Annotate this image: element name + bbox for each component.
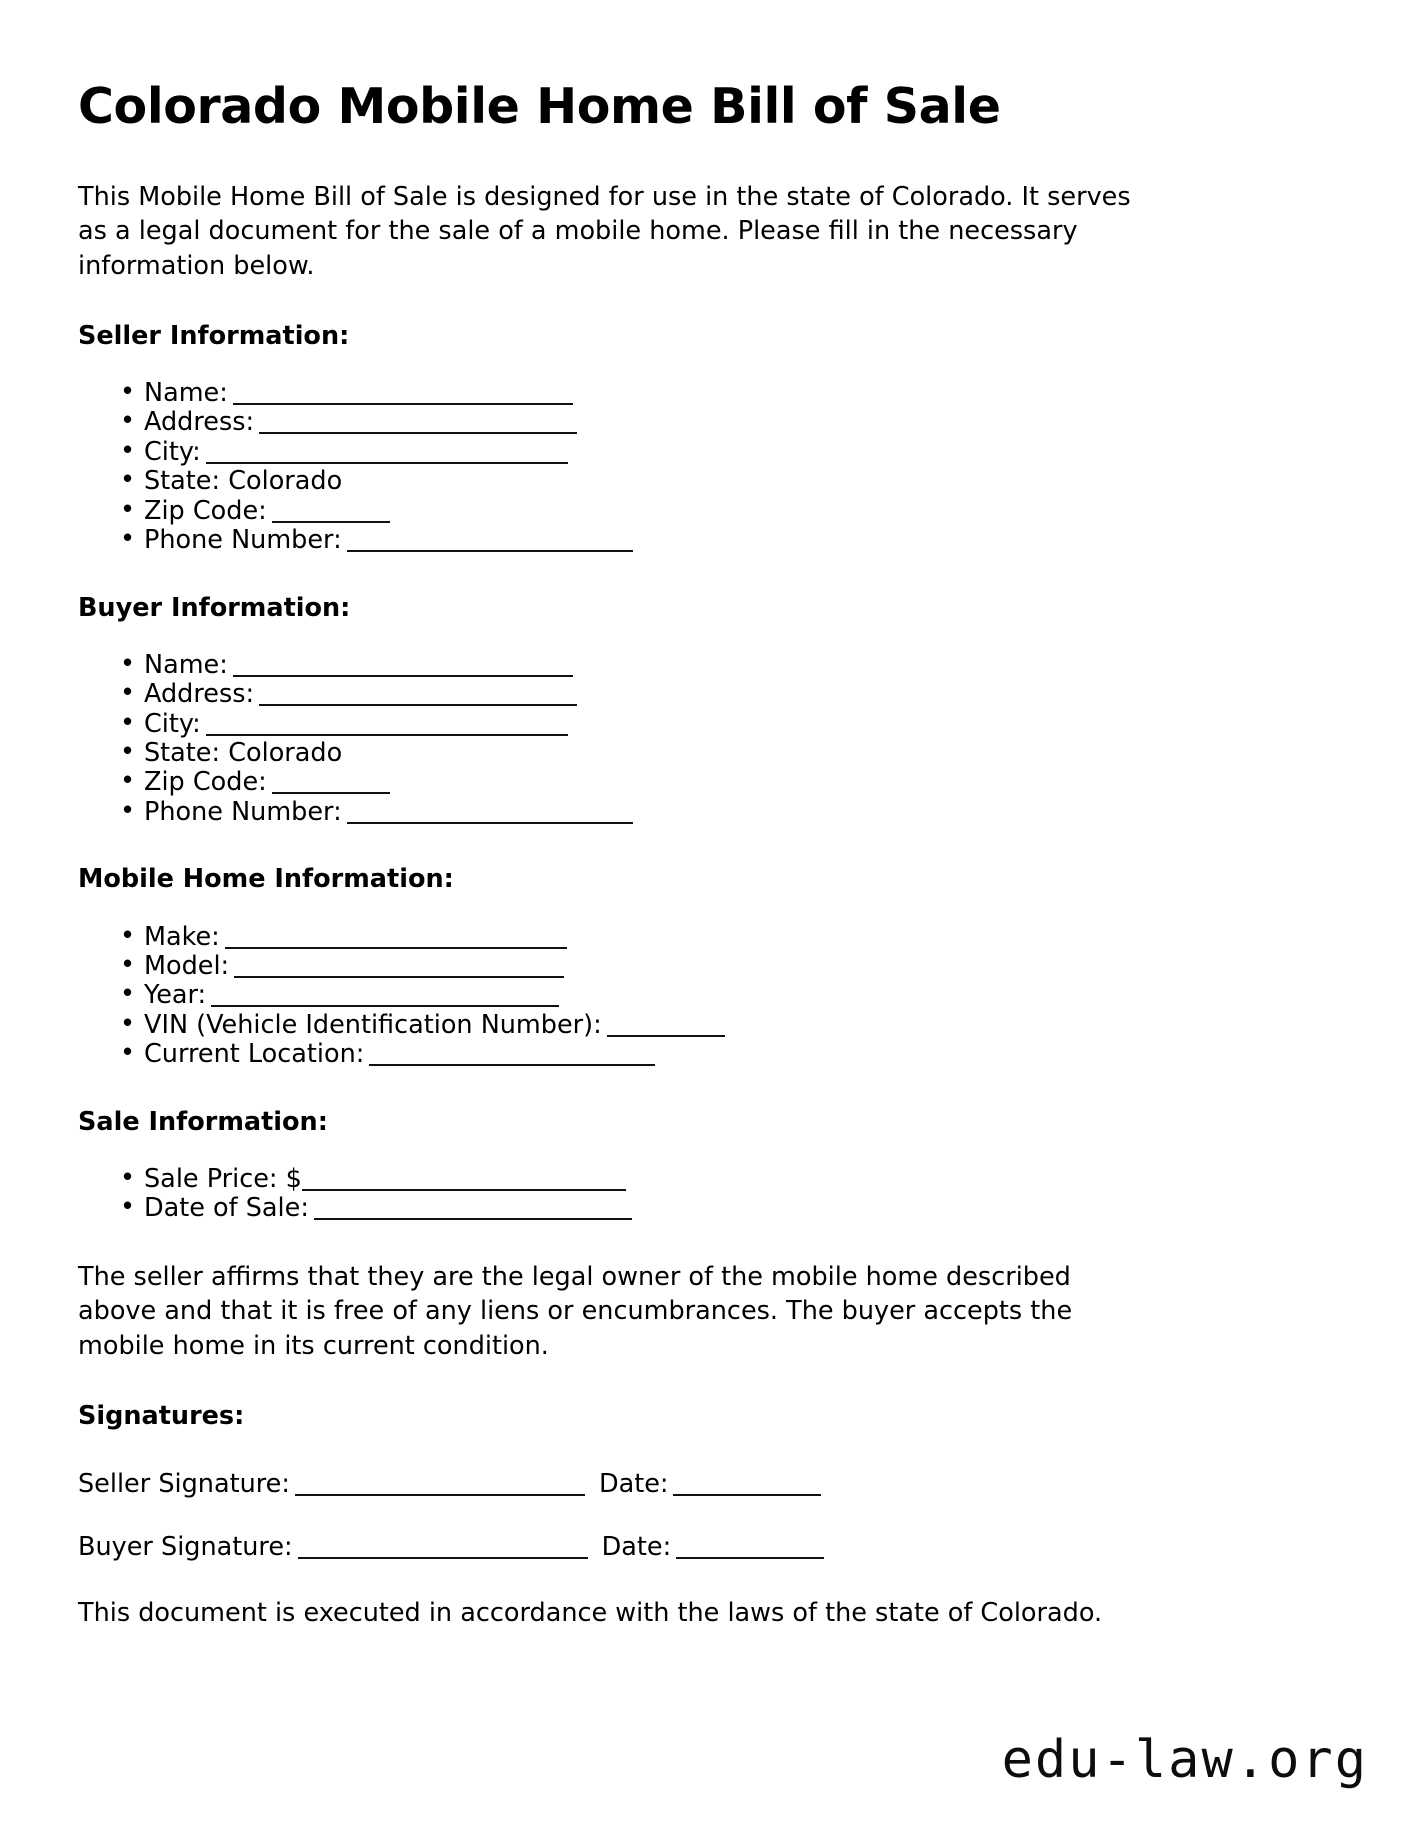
field-label: Current Location: (144, 1039, 365, 1070)
mobile-home-information-heading: Mobile Home Information: (78, 864, 454, 895)
field-blank-line[interactable] (302, 1189, 626, 1191)
sale-field-list (78, 1165, 1338, 1224)
field-blank-line[interactable] (225, 947, 567, 949)
signatures-heading: Signatures: (78, 1400, 245, 1431)
field-value: Colorado (220, 738, 343, 769)
field-blank-line[interactable] (211, 1005, 559, 1007)
sale-information-heading: Sale Information: (78, 1106, 328, 1137)
field-label: Date of Sale: (144, 1193, 309, 1224)
field-row (120, 680, 1338, 709)
field-blank-line[interactable] (347, 550, 633, 552)
field-value: Colorado (220, 466, 343, 497)
site-watermark: edu-law.org (1001, 1730, 1368, 1790)
field-row (120, 379, 1338, 408)
buyer-field-list (78, 651, 1338, 828)
intro-paragraph: This Mobile Home Bill of Sale is designed for use in the state of Colorado. It serves as a legal document for the sale of a mobile home. Please fill in the necessary information below. (78, 181, 1131, 282)
mobile-home-field-list (78, 923, 1338, 1070)
field-blank-line[interactable] (259, 432, 577, 434)
field-label: Phone Number: (144, 796, 342, 827)
field-blank-line[interactable] (347, 822, 633, 824)
field-blank-line[interactable] (206, 462, 568, 464)
field-label: Phone Number: (144, 525, 342, 556)
field-row (120, 408, 1338, 437)
field-label: Make: (144, 921, 220, 952)
signature-spacer (78, 1459, 1338, 1469)
buyer-information-heading: Buyer Information: (78, 592, 351, 623)
field-row (120, 1165, 1338, 1194)
field-row (120, 467, 1338, 496)
field-row (120, 710, 1338, 739)
field-row (120, 768, 1338, 797)
field-row (120, 952, 1338, 981)
field-row (120, 981, 1338, 1010)
seller-field-list (78, 379, 1338, 556)
field-blank-line[interactable] (259, 704, 577, 706)
signature-label: Seller Signature: (78, 1468, 290, 1499)
field-row (120, 1040, 1338, 1069)
signature-rows (78, 1469, 1338, 1563)
field-row (120, 798, 1338, 827)
seller-information-heading: Seller Information: (78, 320, 350, 351)
field-blank-line[interactable] (233, 675, 573, 677)
page-title: Colorado Mobile Home Bill of Sale (78, 78, 1001, 135)
signature-row (78, 1532, 1338, 1563)
field-label: Name: (144, 377, 228, 408)
field-row (120, 923, 1338, 952)
field-row (120, 526, 1338, 555)
signature-label: Buyer Signature: (78, 1532, 293, 1563)
field-label: State: (144, 738, 221, 769)
field-blank-line[interactable] (206, 734, 568, 736)
field-blank-line[interactable] (272, 521, 390, 523)
field-blank-line[interactable] (234, 976, 564, 978)
field-label: Zip Code: (144, 495, 267, 526)
field-label: Model: (144, 950, 230, 981)
field-blank-line[interactable] (314, 1218, 632, 1220)
field-label: State: (144, 466, 221, 497)
field-row (120, 1194, 1338, 1223)
field-row (120, 438, 1338, 467)
date-label: Date: (598, 1468, 669, 1499)
signature-blank-line[interactable] (298, 1557, 588, 1559)
field-label: VIN (Vehicle Identification Number): (144, 1009, 602, 1040)
signature-blank-line[interactable] (295, 1494, 585, 1496)
field-label: Address: (144, 679, 255, 710)
field-label: Address: (144, 407, 255, 438)
field-label: Name: (144, 649, 228, 680)
field-row (120, 739, 1338, 768)
date-label: Date: (601, 1532, 672, 1563)
field-row (120, 1011, 1338, 1040)
signature-row (78, 1469, 1338, 1500)
field-label: City: (144, 436, 201, 467)
field-label: Zip Code: (144, 767, 267, 798)
affirmation-paragraph: The seller affirms that they are the legal owner of the mobile home described above and that it is free of any liens or encumbrances. The buyer accepts the mobile home in its current condition. (78, 1261, 1073, 1362)
field-row (120, 497, 1338, 526)
field-blank-line[interactable] (233, 403, 573, 405)
field-label: Sale Price: $ (144, 1163, 302, 1194)
date-blank-line[interactable] (673, 1494, 821, 1496)
field-row (120, 651, 1338, 680)
field-blank-line[interactable] (607, 1035, 725, 1037)
field-blank-line[interactable] (369, 1064, 655, 1066)
closing-statement: This document is executed in accordance with the laws of the state of Colorado. (78, 1598, 1103, 1629)
field-label: Year: (144, 980, 207, 1011)
field-label: City: (144, 708, 201, 739)
date-blank-line[interactable] (676, 1557, 824, 1559)
field-blank-line[interactable] (272, 792, 390, 794)
